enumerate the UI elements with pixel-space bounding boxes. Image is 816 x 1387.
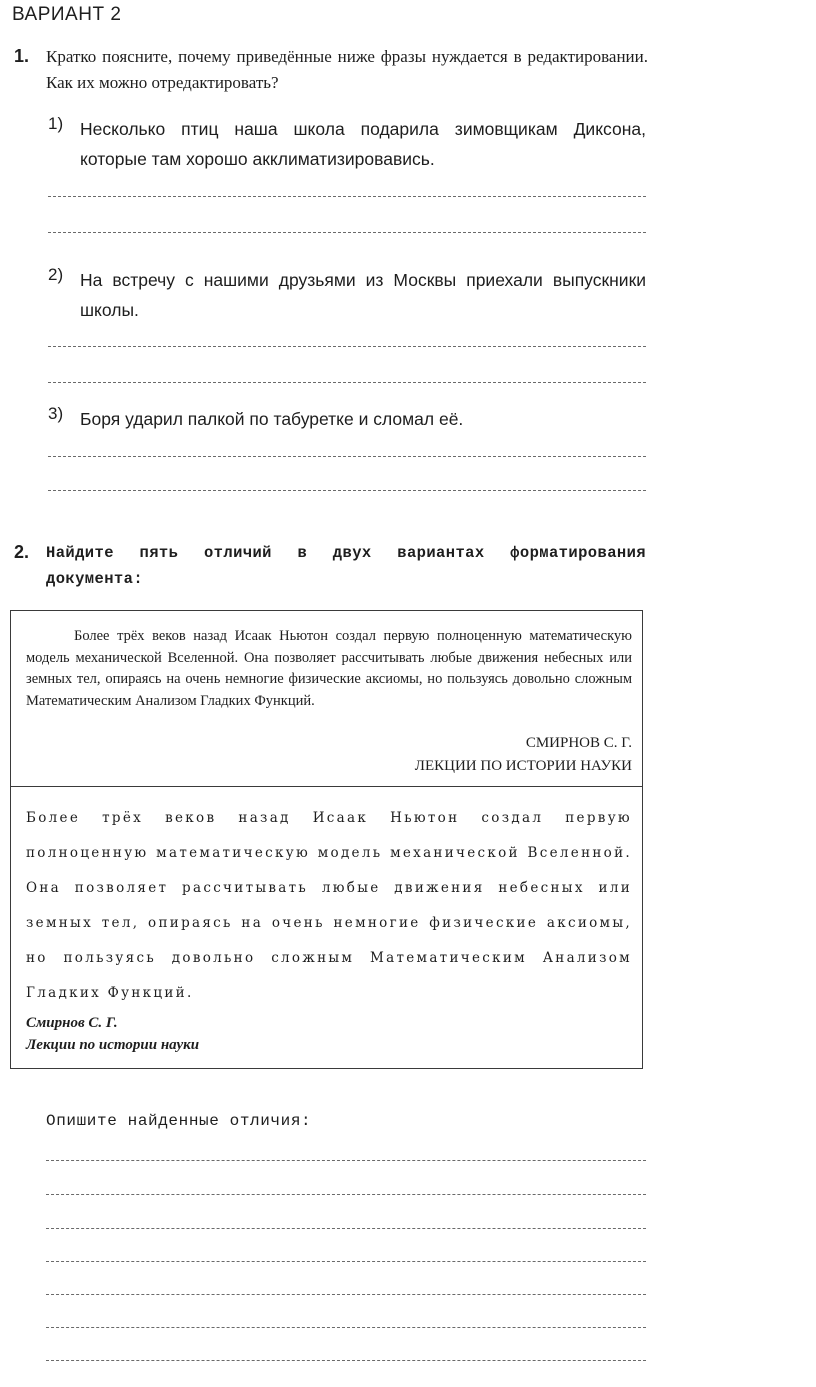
answer-line[interactable] bbox=[46, 1261, 646, 1262]
answer-line[interactable] bbox=[48, 456, 646, 457]
answer-line[interactable] bbox=[46, 1228, 646, 1229]
box-divider bbox=[10, 786, 643, 787]
answer-line[interactable] bbox=[48, 382, 646, 383]
answer-line[interactable] bbox=[46, 1160, 646, 1161]
version-1-author: СМИРНОВ С. Г. bbox=[525, 735, 632, 751]
question-1-number: 1. bbox=[14, 46, 30, 66]
answer-line[interactable] bbox=[46, 1327, 646, 1328]
variant-title: ВАРИАНТ 2 bbox=[12, 4, 122, 25]
answer-line[interactable] bbox=[46, 1294, 646, 1295]
answer-line[interactable] bbox=[46, 1194, 646, 1195]
question-2-number: 2. bbox=[14, 542, 30, 562]
version-1-paragraph: Более трёх веков назад Исаак Ньютон создал первую полноценную математическую модель механической Вселенной. Она позволяет рассчитывать любые движения небесных или земных тел, опираясь на очень немногие физические аксиомы, но пользуясь довольно сложным Математическим Анализом Гладких Функций. bbox=[26, 628, 632, 709]
item-2-number: 2) bbox=[48, 265, 64, 284]
item-1-number: 1) bbox=[48, 114, 64, 133]
item-1-text: Несколько птиц наша школа подарила зимовщикам Диксона, которые там хорошо акклиматизировавись. bbox=[80, 119, 646, 169]
item-2-text: На встречу с нашими друзьями из Москвы приехали выпускники школы. bbox=[80, 270, 646, 320]
version-1-source: ЛЕКЦИИ ПО ИСТОРИИ НАУКИ bbox=[414, 758, 632, 774]
describe-differences-label: Опишите найденные отличия: bbox=[46, 1112, 312, 1130]
version-1-text bbox=[26, 626, 632, 712]
question-1-text: Кратко поясните, почему приведённые ниже фразы нуждается в редактировании. Как их можно отредактировать? bbox=[46, 47, 648, 92]
version-1-signature bbox=[26, 732, 632, 778]
item-3-number: 3) bbox=[48, 404, 64, 423]
answer-line[interactable] bbox=[48, 232, 646, 233]
question-2-text: Найдите пять отличий в двух вариантах форматирования документа: bbox=[46, 544, 646, 588]
version-2-author: Смирнов С. Г. bbox=[26, 1015, 118, 1031]
version-2-source: Лекции по истории науки bbox=[26, 1037, 200, 1053]
answer-line[interactable] bbox=[48, 196, 646, 197]
version-2-signature bbox=[26, 1012, 199, 1056]
item-3-text: Боря ударил палкой по табуретке и сломал её. bbox=[80, 409, 464, 429]
answer-line[interactable] bbox=[48, 490, 646, 491]
answer-line[interactable] bbox=[46, 1360, 646, 1361]
answer-line[interactable] bbox=[48, 346, 646, 347]
version-2-text: Более трёх веков назад Исаак Ньютон создал первую полноценную математическую модель механической Вселенной. Она позволяет рассчитывать любые движения небесных или земных тел, опираясь на очень немногие физические аксиомы, но пользуясь довольно сложным Математическим Анализом Гладких Функций. bbox=[26, 810, 632, 1001]
